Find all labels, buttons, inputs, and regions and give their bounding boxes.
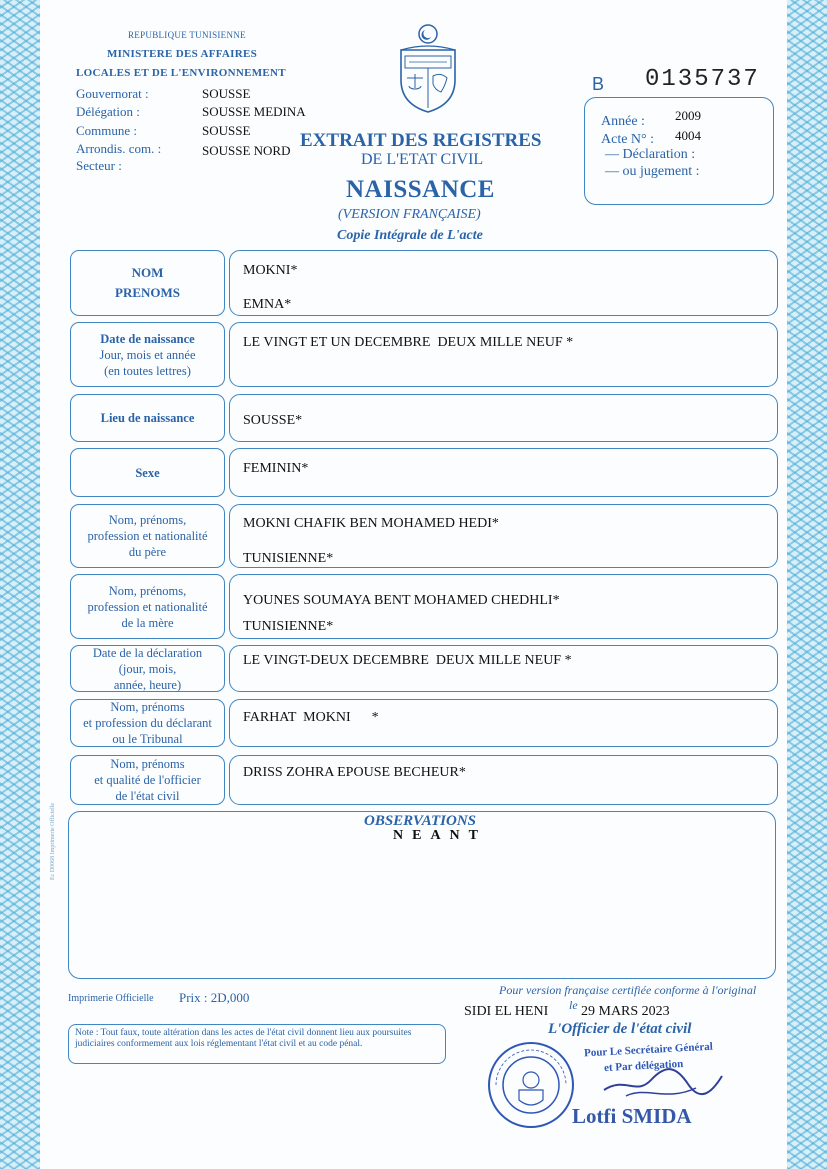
ministry-line-2: LOCALES ET DE L'ENVIRONNEMENT (76, 67, 286, 79)
pere-label-1: Nom, prénoms, (108, 513, 187, 527)
mere-value-box (229, 574, 778, 639)
secteur-label: Secteur : (76, 158, 122, 173)
date-naissance-label: Date de naissance (100, 331, 195, 346)
prix-label: Prix : 2D,000 (179, 990, 250, 1005)
issue-date: 29 MARS 2023 (581, 1004, 670, 1019)
prenoms-value: EMNA* (243, 297, 292, 312)
sexe-value-box (229, 448, 778, 497)
officier-label-2: et qualité de l'officier (94, 773, 201, 787)
stamp-line-1: Pour Le Secrétaire Général (583, 1040, 714, 1060)
mere-label-3: de la mère (121, 615, 174, 630)
pere-label-box (70, 504, 225, 568)
serial-letter: B (592, 74, 605, 94)
sexe-label: Sexe (135, 465, 160, 480)
declarant-label-box (70, 699, 225, 747)
certification-text: Pour version française certifiée conforme à l'original (499, 983, 757, 997)
pere-nationality-value: TUNISIENNE* (243, 551, 334, 566)
republic-heading: REPUBLIQUE TUNISIENNE (128, 30, 246, 40)
officier-value: DRISS ZOHRA EPOUSE BECHEUR* (243, 765, 466, 780)
acte-info-box (584, 97, 774, 205)
copie-integrale-subtitle: Copie Intégrale de L'acte (337, 228, 483, 243)
pere-label-2: profession et nationalité (87, 529, 208, 543)
mere-name-value: YOUNES SOUMAYA BENT MOHAMED CHEDHLI* (243, 593, 560, 608)
handwritten-signature-icon (596, 1046, 726, 1106)
sexe-value: FEMININ* (243, 461, 309, 476)
date-naissance-value-box (229, 322, 778, 387)
lieu-value: SOUSSE* (243, 413, 303, 428)
official-stamp-icon (486, 1040, 576, 1130)
declaration-label-1: Date de la déclaration (92, 645, 203, 660)
mere-label-box (70, 574, 225, 639)
delegation-label: Délégation : (76, 104, 140, 119)
officier-label-3: de l'état civil (115, 789, 180, 803)
commune-label: Commune : (76, 123, 138, 138)
arrondissement-value: SOUSSE NORD (202, 143, 291, 158)
version-subtitle: (VERSION FRANÇAISE) (338, 207, 481, 222)
declarant-value-box (229, 699, 778, 747)
mere-label-2: profession et nationalité (87, 599, 208, 614)
lieu-label-box (70, 394, 225, 442)
extrait-title: EXTRAIT DES REGISTRES (300, 130, 542, 151)
printer-side-mark: Ec D0068 Imprimerie Officielle (50, 802, 56, 880)
declaration-label-2: (jour, mois, (118, 661, 177, 676)
pere-value-box (229, 504, 778, 568)
annee-value: 2009 (675, 108, 701, 123)
annee-label: Année : (601, 114, 645, 129)
stamp-line-2: et Par délégation (603, 1057, 684, 1075)
prenoms-label: PRENOMS (115, 285, 180, 300)
observations-title: OBSERVATIONS (364, 813, 476, 829)
serial-number: 0135737 (645, 66, 760, 93)
jugement-label: — ou jugement : (605, 164, 700, 179)
date-naissance-value: LE VINGT ET UN DECEMBRE DEUX MILLE NEUF * (243, 335, 574, 350)
pere-label-3: du père (128, 545, 167, 559)
guilloche-border-right (787, 0, 827, 1169)
gouvernorat-label: Gouvernorat : (76, 86, 149, 101)
nom-value: MOKNI* (243, 263, 298, 278)
observations-value: NEANT (393, 828, 488, 843)
naissance-title: NAISSANCE (346, 176, 495, 203)
nom-prenoms-label-box (70, 250, 225, 316)
lieu-label: Lieu de naissance (100, 411, 195, 425)
declarant-value: FARHAT MOKNI * (243, 710, 379, 725)
declaration-label: — Déclaration : (605, 147, 696, 162)
etat-civil-subtitle: DE L'ETAT CIVIL (361, 151, 484, 168)
officier-signature-label: L'Officier de l'état civil (548, 1021, 692, 1037)
declaration-value-box (229, 645, 778, 692)
lieu-value-box (229, 394, 778, 442)
legal-note: Note : Tout faux, toute altération dans les actes de l'état civil donnent lieu aux poursuites judiciaires conformement aux lois réglementant l'état civil et au code pénal. (68, 1024, 446, 1064)
declarant-label-2: et profession du déclarant (83, 716, 212, 730)
sexe-label-box (70, 448, 225, 497)
ministry-line-1: MINISTERE DES AFFAIRES (107, 48, 258, 60)
delegation-value: SOUSSE MEDINA (202, 104, 306, 119)
declaration-label-box (70, 645, 225, 692)
guilloche-border-left (0, 0, 40, 1169)
nom-prenoms-value-box (229, 250, 778, 316)
acte-value: 4004 (675, 128, 701, 143)
nom-label: NOM (131, 265, 164, 280)
arrondissement-label: Arrondis. com. : (76, 141, 162, 156)
le-label: le (569, 998, 578, 1012)
date-naissance-label-box (70, 322, 225, 387)
imprimerie-label: Imprimerie Officielle (68, 993, 154, 1004)
coat-of-arms-icon (395, 22, 461, 114)
pere-name-value: MOKNI CHAFIK BEN MOHAMED HEDI* (243, 516, 499, 531)
date-naissance-sublabel: Jour, mois et année (99, 347, 196, 362)
mere-nationality-value: TUNISIENNE* (243, 619, 334, 634)
declaration-label-3: année, heure) (113, 677, 182, 692)
commune-value: SOUSSE (202, 123, 251, 138)
mere-label-1: Nom, prénoms, (108, 583, 187, 598)
signatory-name: Lotfi SMIDA (572, 1104, 692, 1128)
declarant-label-3: ou le Tribunal (112, 732, 183, 746)
date-naissance-hint: (en toutes lettres) (104, 363, 191, 378)
gouvernorat-value: SOUSSE (202, 86, 251, 101)
declarant-label-1: Nom, prénoms (110, 700, 185, 714)
acte-label: Acte N° : (601, 132, 655, 147)
officier-label-box (70, 755, 225, 805)
officier-value-box (229, 755, 778, 805)
declaration-value: LE VINGT-DEUX DECEMBRE DEUX MILLE NEUF * (243, 653, 572, 668)
issue-place: SIDI EL HENI (464, 1004, 549, 1019)
officier-label-1: Nom, prénoms (110, 757, 185, 771)
